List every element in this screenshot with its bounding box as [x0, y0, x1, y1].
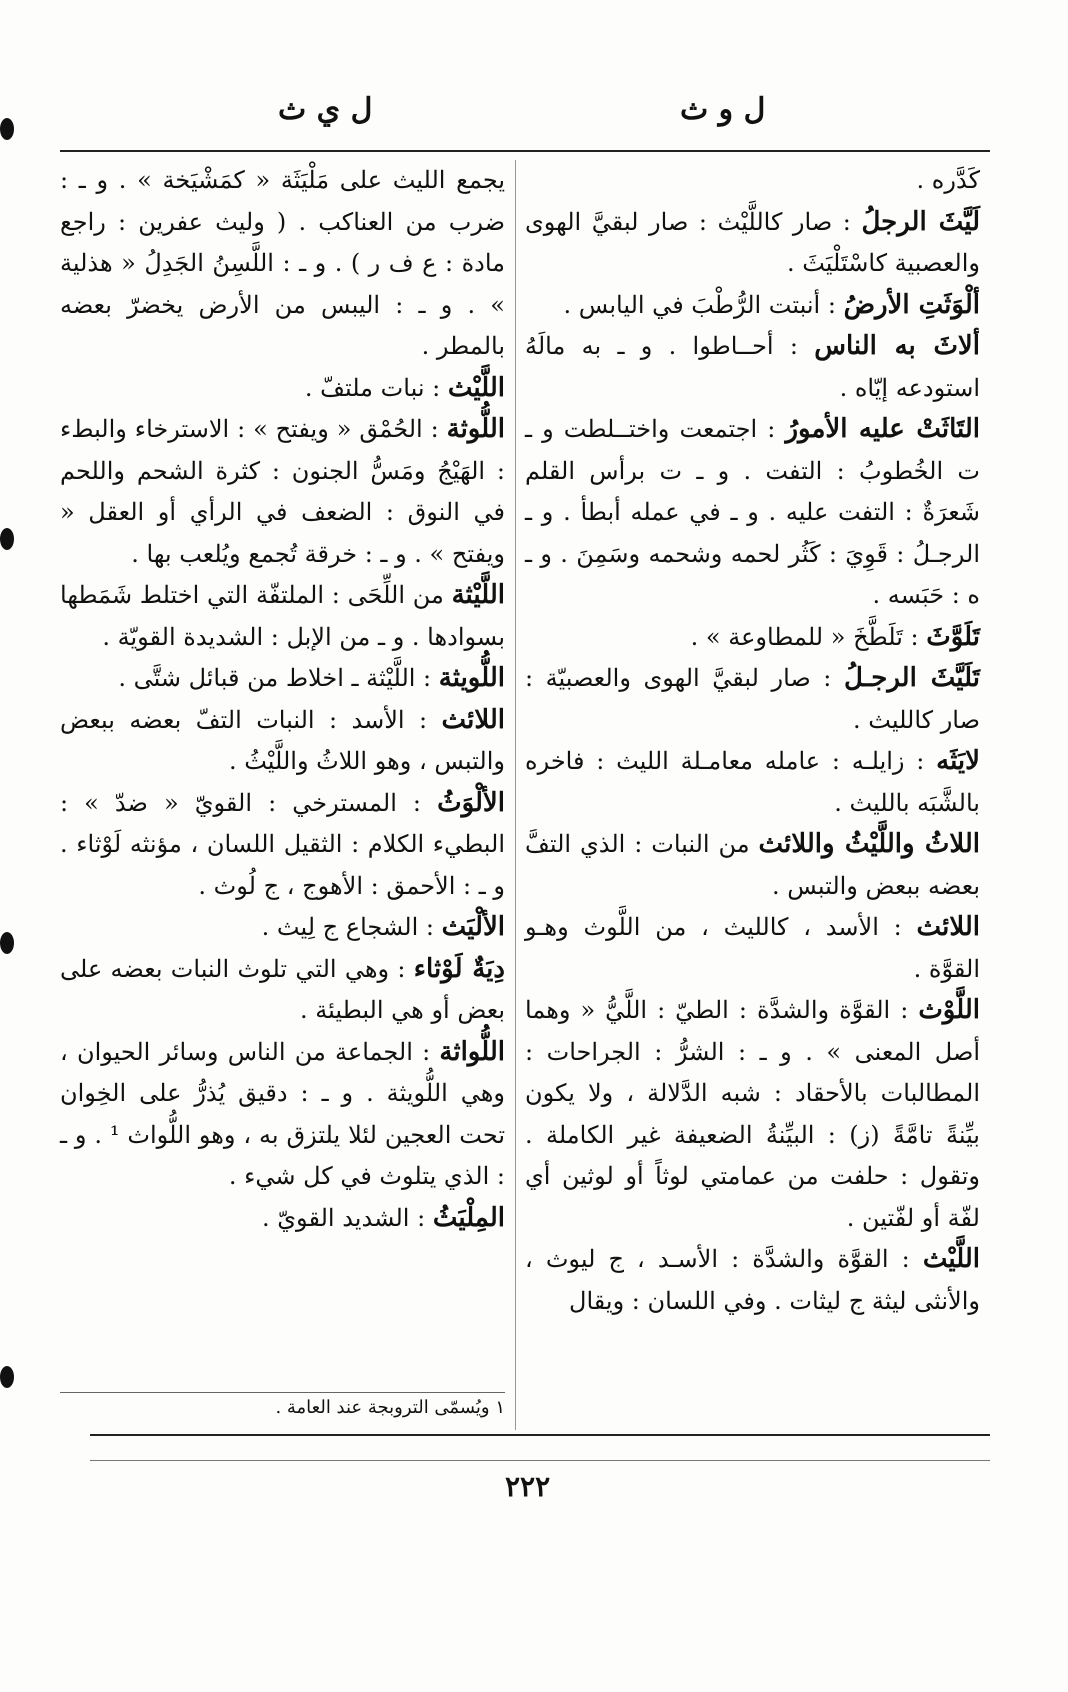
- entry-headword: اللُّويثة: [438, 663, 505, 693]
- dictionary-entry: [525, 658, 980, 741]
- right-column: [525, 160, 980, 1322]
- dictionary-entry: [60, 575, 505, 658]
- entry-headword: اللاثُ واللَّيْثُ واللائث: [758, 829, 981, 859]
- header-rule: [60, 150, 990, 152]
- entry-definition: : وهي التي تلوث النبات بعضه على بعض أو هي البطيئة .: [60, 954, 505, 1024]
- entry-headword: لايَثَه: [936, 746, 980, 776]
- dictionary-entry: [60, 658, 505, 700]
- entry-headword: اللُّوثة: [446, 414, 505, 444]
- dictionary-entry: [525, 907, 980, 990]
- entry-definition: : الجماعة من الناس وسائر الحيوان ، وهي اللُّويثة . و ـ : دقيق يُذرُّ على الخِوان تحت العجين لئلا يلتزق به ، وهو اللُّواث ¹ . و ـ : الذي يتلوث في كل شيء .: [60, 1037, 506, 1190]
- dictionary-entry: [525, 409, 980, 617]
- entry-definition: كَدَّره .: [916, 166, 980, 194]
- entry-headword: تَلَوَّثَ: [926, 621, 980, 652]
- entry-headword: اللَّوْث: [918, 995, 980, 1025]
- entry-headword: الألْيَث: [441, 912, 505, 942]
- footnote: ١ ويُسمّى التروبجة عند العامة .: [60, 1392, 505, 1418]
- entry-headword: لَيَّثَ الرجلُ: [861, 206, 980, 237]
- binding-mark: [0, 528, 14, 550]
- entry-definition: : الشديد القويّ .: [262, 1203, 426, 1232]
- dictionary-entry: [525, 202, 980, 285]
- entry-definition: : أحــاطوا . و ـ به مالَهُ استودعه إيّاه .: [525, 332, 980, 402]
- entry-headword: اللَّيْث: [447, 372, 505, 403]
- left-column: [60, 160, 505, 1239]
- entry-headword: اللَّيْثة: [451, 580, 505, 610]
- entry-definition: : القوَّة والشدَّة : الطيّ : اللَّيُّ « وهما أصل المعنى » . و ـ : الشرُّ : الجراحات : المطالبات بالأحقاد : شبه الدَّلالة ، ولا يكون بيِّنةً تامَّةً (ز) : البيِّنةُ الضعيفة غير الكاملة . وتقول : حلفت من عمامتي لوثاً أو لوثين أي لفّة أو لفّتين .: [525, 996, 980, 1232]
- dictionary-entry: [60, 368, 505, 410]
- entry-headword: دِيَةٌ لَوْثاء: [413, 953, 505, 984]
- entry-definition: : زايلـه : عامله معامـلة الليث : فاخره بالشَّبَه بالليث .: [525, 747, 980, 817]
- dictionary-entry: [525, 326, 980, 409]
- dictionary-entry: [60, 1198, 505, 1240]
- dictionary-entry: [60, 1032, 505, 1198]
- entry-definition: : تَلَطَّخَ « للمطاوعة » .: [690, 622, 919, 651]
- entry-headword: الألْوَثُ: [437, 787, 505, 818]
- column-divider: [515, 160, 516, 1430]
- entry-definition: : الشجاع ج لِيث .: [261, 913, 434, 941]
- binding-mark: [0, 932, 14, 954]
- dictionary-entry: [525, 741, 980, 824]
- entry-definition: من اللِّحَى : الملتفّة التي اختلط شَمَطها بسوادها . و ـ من الإبل : الشديدة القويّة .: [60, 581, 505, 651]
- dictionary-entry: [60, 409, 505, 575]
- entry-definition: : الأسد ، كالليث ، من اللَّوث وهـو القوَّة .: [525, 913, 980, 983]
- entry-headword: تَلَيَّثَ الرجـلُ: [843, 663, 980, 693]
- dictionary-entry: [525, 824, 980, 907]
- dictionary-entry: [60, 949, 505, 1032]
- dictionary-entry: [525, 990, 980, 1239]
- entry-definition: : المسترخي : القويّ « ضدّ » : البطيء الكلام : الثقيل اللسان ، مؤنثه لَوْثاء . و ـ : الأحمق : الأهوج ، ج لُوث .: [60, 788, 505, 900]
- entry-definition: : نبات ملتفّ .: [304, 373, 441, 402]
- footer-rule-thin: [90, 1460, 990, 1461]
- entry-definition: يجمع الليث على مَلْيَثَة « كمَشْيَخة » . و ـ : ضرب من العناكب . ( وليث عفرين : راجع مادة : ع ف ر ) . و ـ : اللَّسِنُ الجَدِلُ « هذلية » . و ـ : اليبس من الأرض يخضرّ بعضه بالمطر .: [60, 166, 505, 360]
- header-right-root: ل و ث: [680, 92, 766, 127]
- dictionary-entry: [60, 700, 505, 783]
- entry-headword: المِلْيَثُ: [432, 1202, 505, 1233]
- entry-definition: من النبات : الذي التفَّ بعضه ببعض والتبس .: [525, 830, 980, 900]
- dictionary-entry: [525, 285, 980, 327]
- entry-definition: : صار كاللَّيْث : صار لبقيَّ الهوى والعصبية كاسْتَلْيَثَ .: [525, 207, 980, 277]
- entry-definition: : الحُمْق « ويفتح » : الاسترخاء والبطء : الهَيْجُ ومَسُّ الجنون : كثرة الشحم واللحم في النوق : الضعف في الرأي أو العقل « ويفتح » . و ـ : خرقة تُجمع ويُلعب بها .: [60, 415, 505, 568]
- entry-headword: ألاثَ به الناس: [814, 331, 980, 361]
- header-left-root: ل ي ث: [278, 92, 373, 127]
- entry-definition: : القوَّة والشدَّة : الأسـد ، ج ليوث ، والأنثى ليثة ج ليثات . وفي اللسان : ويقال: [525, 1245, 980, 1315]
- entry-definition: : اجتمعت واختــلطت و ـ ت الخُطوبُ : التفت . و ـ ت برأس القلم شَعرَةٌ : التفت عليه . و ـ في عمله أبطأ . و ـ الرجـلُ : قَوِيَ : كَثُر لحمه وشحمه وسَمِنَ . و ـ ه : حَبَسه .: [525, 415, 980, 609]
- binding-mark: [0, 118, 14, 140]
- footer-rule: [90, 1434, 990, 1436]
- dictionary-entry: [60, 907, 505, 949]
- entry-definition: : أنبتت الرُّطْبَ في اليابس .: [563, 290, 836, 319]
- entry-headword: اللُّواثة: [439, 1036, 505, 1067]
- dictionary-entry: [525, 617, 980, 659]
- dictionary-entry: [525, 160, 980, 202]
- dictionary-entry: [60, 783, 505, 908]
- entry-headword: اللائث: [916, 912, 980, 942]
- entry-headword: اللائث: [441, 704, 505, 735]
- entry-headword: التَاثَتْ عليه الأمورُ: [785, 414, 980, 444]
- entry-headword: اللَّيْث: [922, 1244, 980, 1274]
- page-number: ٢٢٢: [505, 1470, 551, 1503]
- dictionary-entry: [525, 1239, 980, 1322]
- entry-definition: : صار لبقيَّ الهوى والعصبيّة : صار كالليث .: [525, 664, 980, 734]
- binding-mark: [0, 1366, 14, 1388]
- dictionary-entry: [60, 160, 505, 368]
- entry-headword: ألْوَثَتِ الأرضُ: [843, 289, 980, 320]
- entry-definition: : اللَّيْثة ـ اخلاط من قبائل شتَّى .: [118, 664, 432, 692]
- entry-definition: : الأسد : النبات التفّ بعضه ببعض والتبس ، وهو اللاثُ واللَّيْثُ .: [60, 705, 505, 775]
